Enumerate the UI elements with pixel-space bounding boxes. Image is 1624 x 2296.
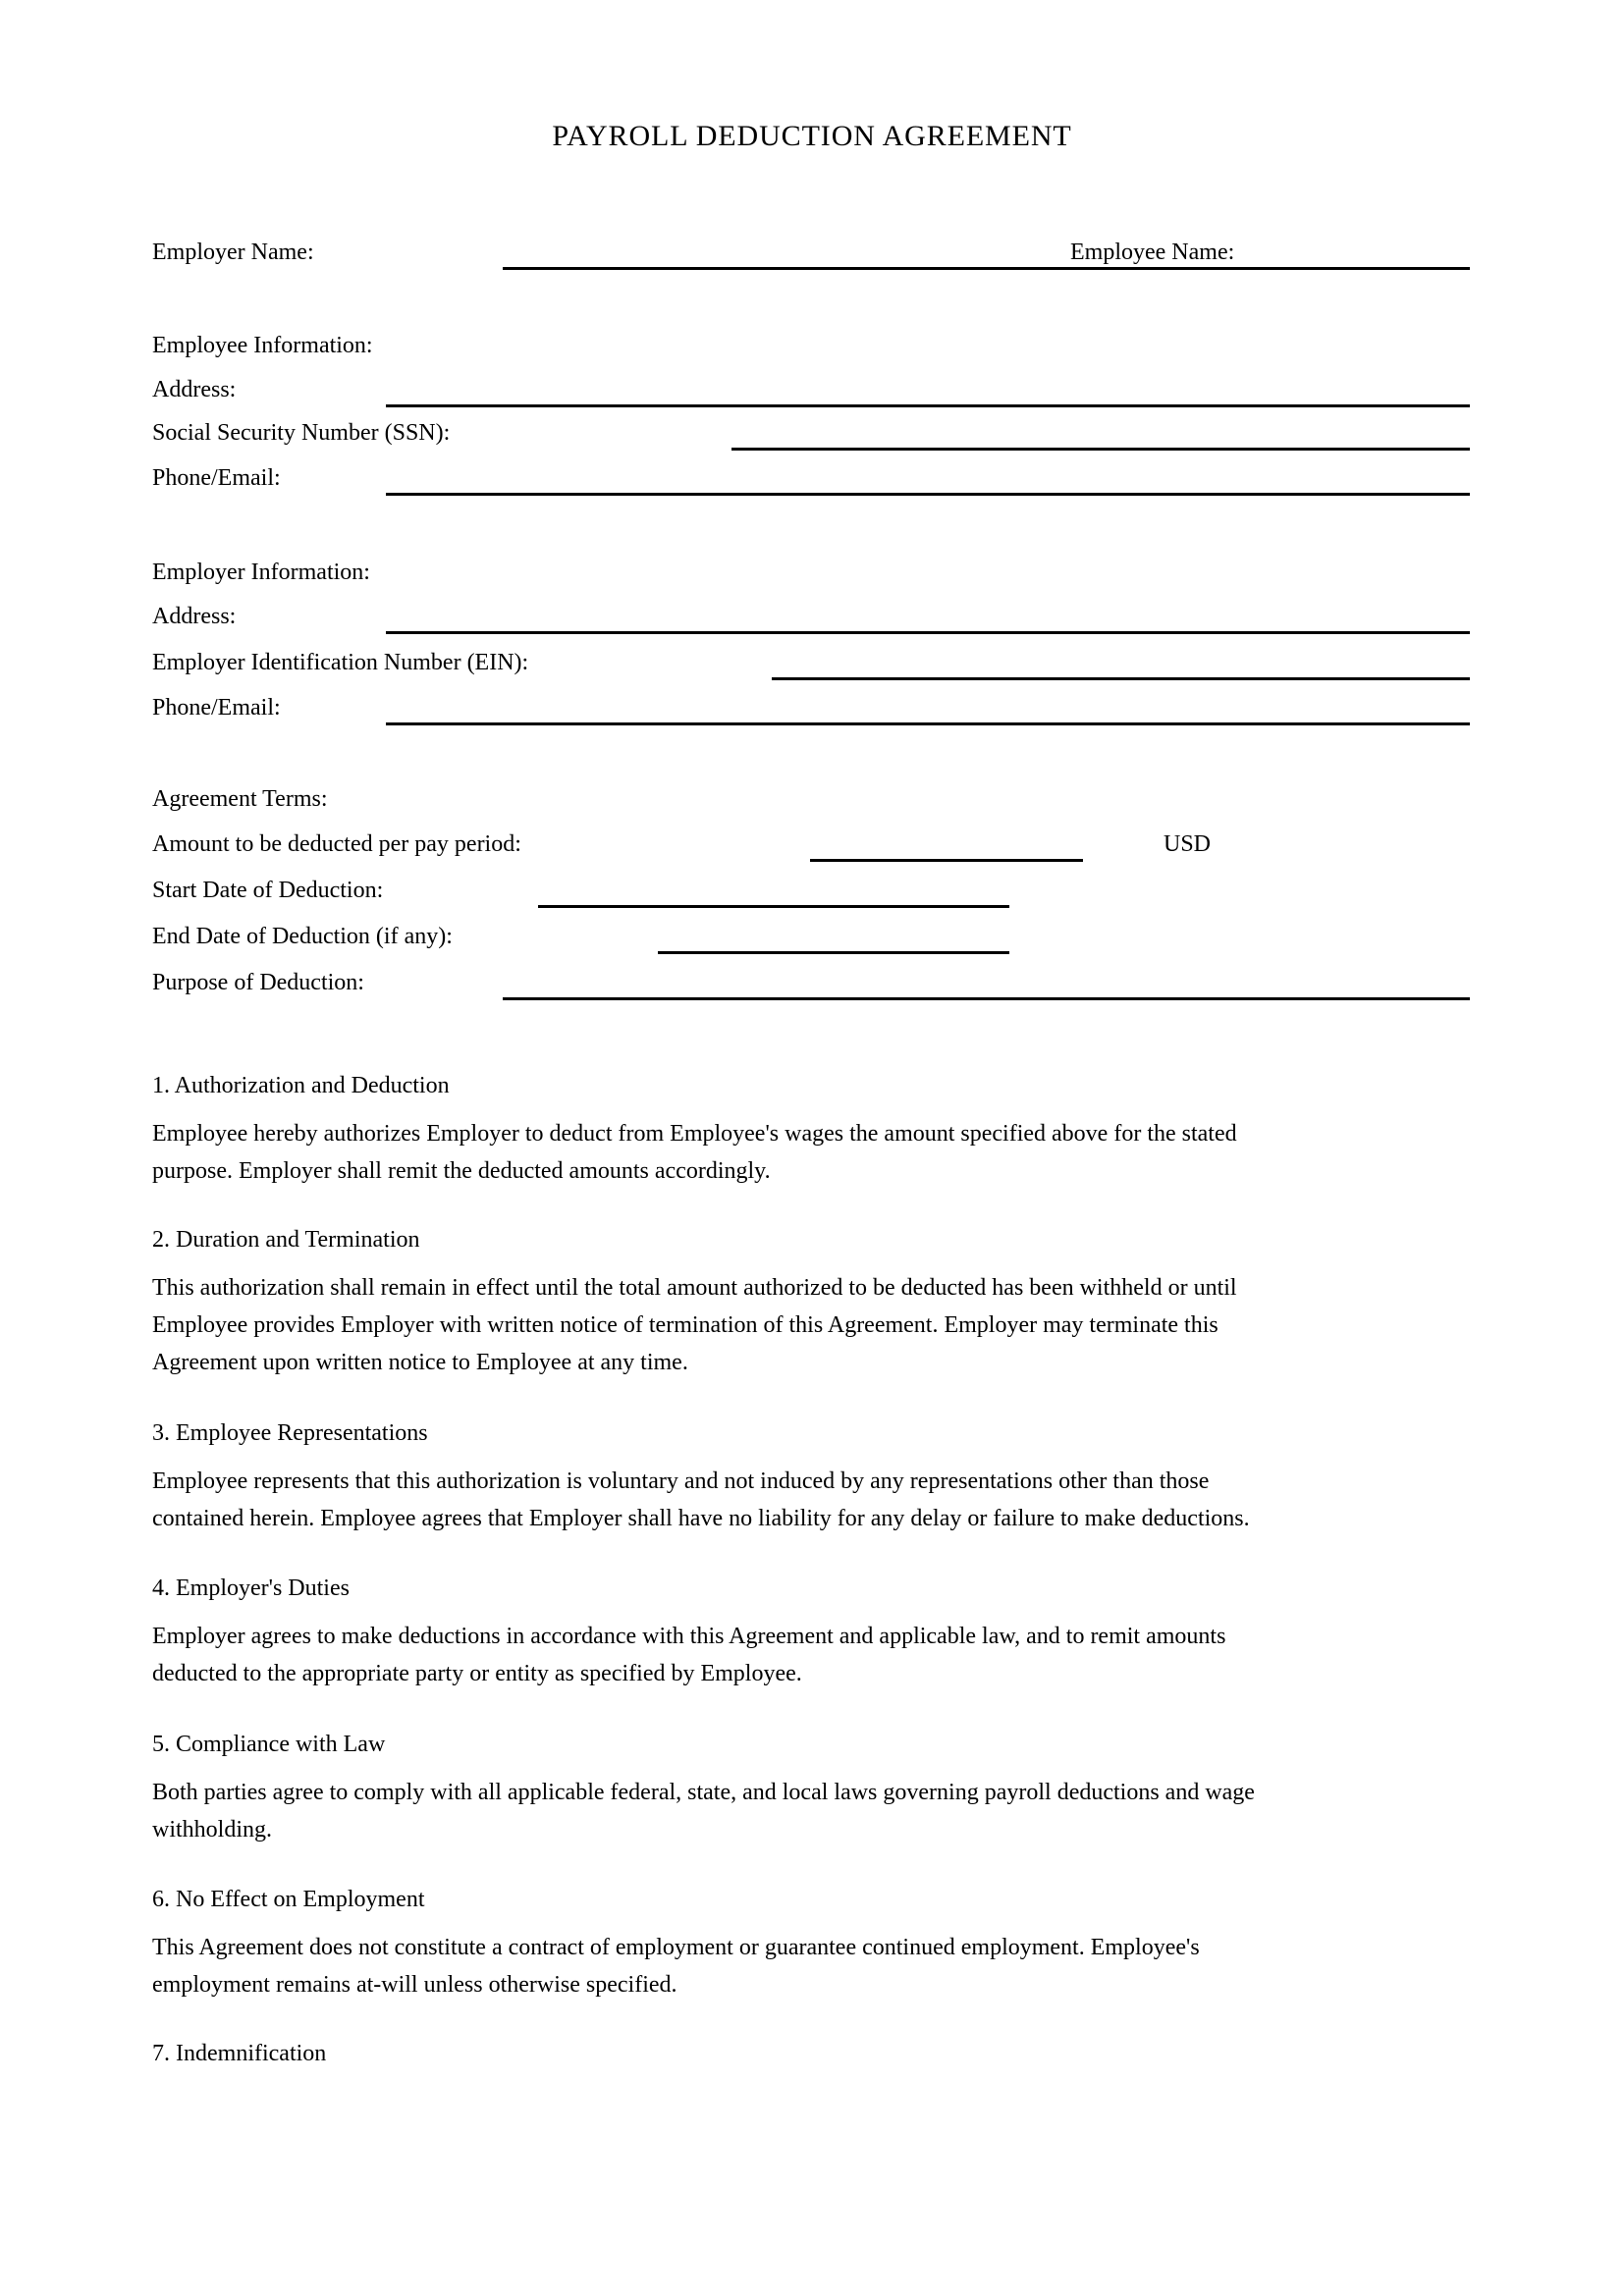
clause-heading-7: 7. Indemnification [152, 2041, 327, 2066]
employee-address-label: Address: [152, 377, 237, 402]
employer-name-label: Employer Name: [152, 240, 314, 265]
clause-body-line: Both parties agree to comply with all applicable federal, state, and local laws governing payroll deductions and wage [152, 1780, 1255, 1805]
clause-body-line: This authorization shall remain in effect until the total amount authorized to be deducted has been withheld or until [152, 1275, 1237, 1301]
clause-body-line: Agreement upon written notice to Employee at any time. [152, 1350, 688, 1375]
clause-body-1 [152, 1115, 1478, 1190]
employer-address-label: Address: [152, 604, 237, 629]
page-title: PAYROLL DEDUCTION AGREEMENT [552, 120, 1072, 152]
employee-name-label: Employee Name: [1070, 240, 1235, 265]
clause-body-6 [152, 1929, 1478, 2003]
clause-body-line: Employee provides Employer with written notice of termination of this Agreement. Employer may terminate this [152, 1312, 1218, 1338]
employee-phone-email-fill-line[interactable] [386, 493, 1470, 496]
employer-phone-email-label: Phone/Email: [152, 695, 281, 721]
employer-information-heading: Employer Information: [152, 560, 370, 585]
employer-phone-email-fill-line[interactable] [386, 722, 1470, 725]
clause-heading-5: 5. Compliance with Law [152, 1732, 386, 1757]
clause-heading-1: 1. Authorization and Deduction [152, 1073, 450, 1098]
start-date-label: Start Date of Deduction: [152, 878, 384, 903]
clause-body-3 [152, 1463, 1478, 1537]
clause-body-4 [152, 1618, 1478, 1692]
clause-heading-6: 6. No Effect on Employment [152, 1887, 425, 1912]
purpose-of-deduction-fill-line[interactable] [503, 997, 1470, 1000]
end-date-fill-line[interactable] [658, 951, 1009, 954]
employee-ssn-label: Social Security Number (SSN): [152, 420, 451, 446]
deduction-amount-label: Amount to be deducted per pay period: [152, 831, 521, 857]
start-date-fill-line[interactable] [538, 905, 1009, 908]
agreement-terms-heading: Agreement Terms: [152, 786, 328, 812]
employee-ssn-fill-line[interactable] [731, 448, 1470, 451]
employer-address-fill-line[interactable] [386, 631, 1470, 634]
employee-address-fill-line[interactable] [386, 404, 1470, 407]
employee-phone-email-label: Phone/Email: [152, 465, 281, 491]
clause-body-line: withholding. [152, 1817, 273, 1842]
clause-heading-4: 4. Employer's Duties [152, 1575, 350, 1601]
clause-body-line: contained herein. Employee agrees that Employer shall have no liability for any delay or failure to make deductions. [152, 1506, 1250, 1531]
employee-information-heading: Employee Information: [152, 333, 373, 358]
clause-body-line: Employee hereby authorizes Employer to deduct from Employee's wages the amount specified above for the stated [152, 1121, 1237, 1147]
purpose-of-deduction-label: Purpose of Deduction: [152, 970, 364, 995]
clause-body-line: deducted to the appropriate party or entity as specified by Employee. [152, 1661, 802, 1686]
clause-body-2 [152, 1269, 1478, 1381]
clause-heading-3: 3. Employee Representations [152, 1420, 428, 1446]
clause-body-line: purpose. Employer shall remit the deducted amounts accordingly. [152, 1158, 771, 1184]
clause-body-line: employment remains at-will unless otherwise specified. [152, 1972, 677, 1998]
clause-heading-2: 2. Duration and Termination [152, 1227, 420, 1253]
clause-body-5 [152, 1774, 1478, 1848]
end-date-label: End Date of Deduction (if any): [152, 924, 453, 949]
deduction-amount-fill-line[interactable] [810, 859, 1083, 862]
clause-body-line: Employee represents that this authorization is voluntary and not induced by any representations other than those [152, 1468, 1210, 1494]
currency-label: USD [1164, 831, 1212, 857]
employer-ein-label: Employer Identification Number (EIN): [152, 650, 529, 675]
employer-ein-fill-line[interactable] [772, 677, 1470, 680]
clause-body-line: Employer agrees to make deductions in accordance with this Agreement and applicable law, and to remit amounts [152, 1624, 1226, 1649]
employer-employee-name-fill-line[interactable] [503, 267, 1470, 270]
clause-body-line: This Agreement does not constitute a contract of employment or guarantee continued employment. Employee's [152, 1935, 1200, 1960]
